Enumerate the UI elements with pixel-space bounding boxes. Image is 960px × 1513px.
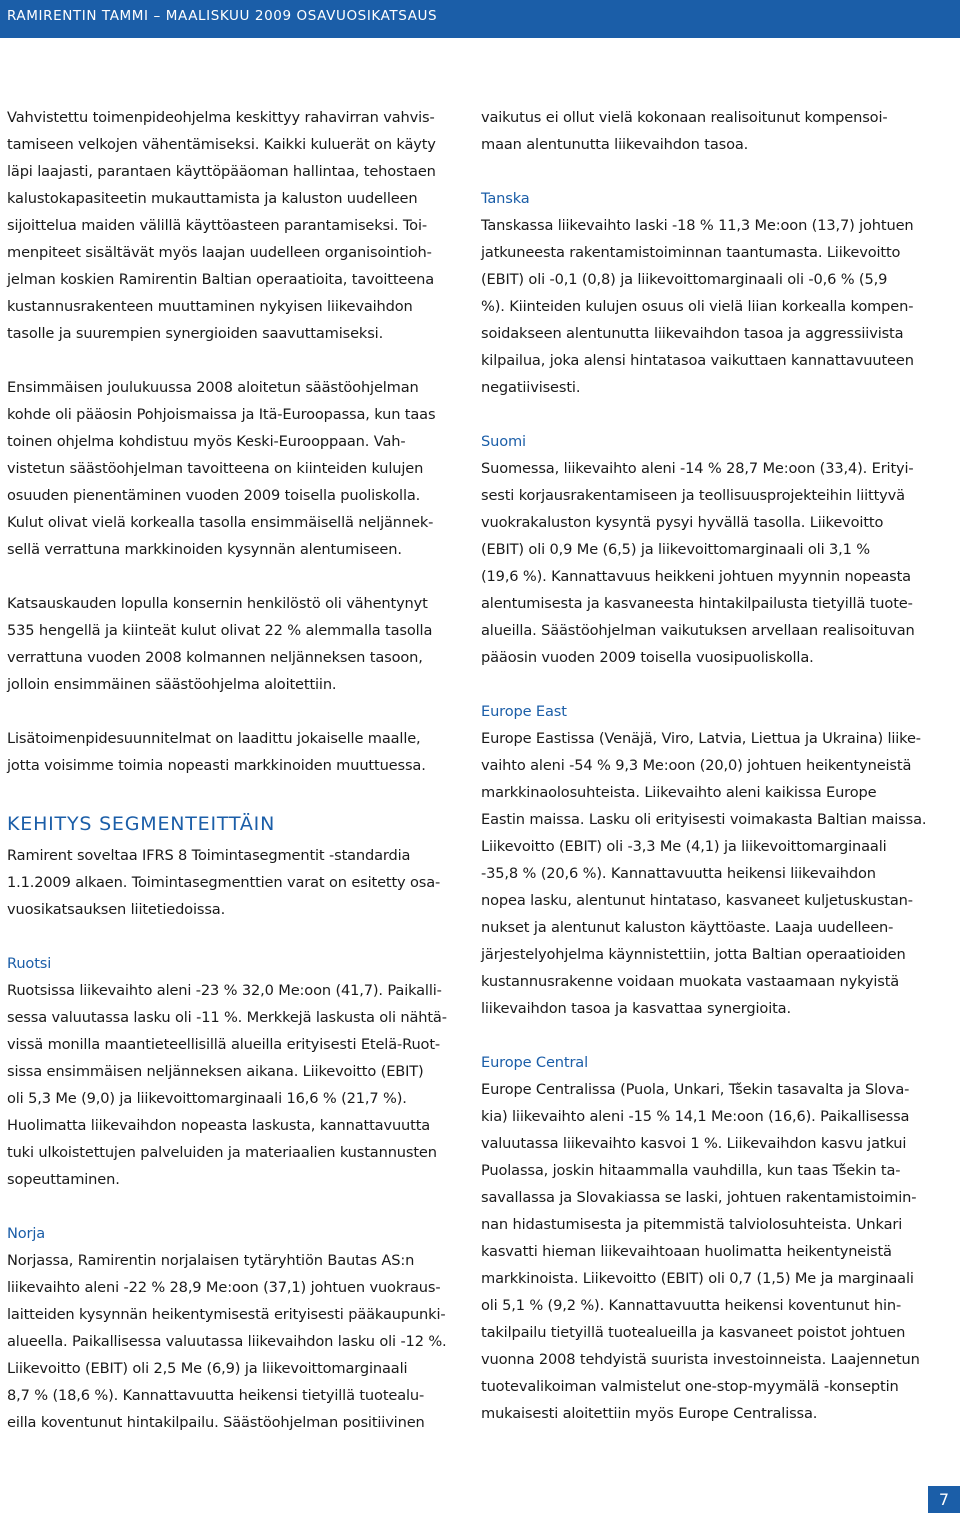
paragraph-tanska: Tanskassa liikevaihto laski -18 % 11,3 Me:oon (13,7) johtuen jatkuneesta rakentamistoiminnan taantumasta. Liikevoitto (EBIT) oli -0,1 (0,8) ja liikevoittomarginaali oli -0,6 % (5,9 %). Kiinteiden kulujen osuus oli vielä liian korkealla kompen- soidakseen alentunutta liikevaihdon tasoa ja aggressiivista kilpailua, joka alensi hintatasoa vaikuttaen kannattavuuteen negatiivisesti. [481,217,914,396]
paragraph-action-program: Vahvistettu toimenpideohjelma keskittyy rahavirran vahvis- tamiseen velkojen vähentämiseksi. Kaikki kuluerät on käyty läpi laajasti, parantaen käyttöpääoman hallintaa, tehostaen kalustokapasiteetin mukauttamista ja kaluston uudelleen sijoittelua maiden välillä käyttöasteen parantamiseksi. Toi- menpiteet sisältävät myös laajan uudelleen organisointioh- jelman koskien Ramirentin Baltian operaatioita, tavoitteena kustannusrakenteen muuttaminen nykyisen liikevaihdon tasolle ja suurempien synergioiden saavuttamiseksi. [7,109,436,342]
report-title: RAMIRENTIN TAMMI – MAALISKUU 2009 OSAVUOSIKATSAUS [7,8,438,24]
paragraph-europe-central: Europe Centralissa (Puola, Unkari, Tšekin tasavalta ja Slova- kia) liikevaihto aleni -15 % 14,1 Me:oon (16,6). Paikallisessa valuutassa liikevaihto kasvoi 1 %. Liikevaihdon kasvu jatkui Puolassa, joskin hitaammalla vauhdilla, kun taas Tšekin ta- savallassa ja Slovakiassa se laski, johtuen rakentamistoimin- nan hidastumisesta ja pitemmistä talviolosuhteista. Unkari kasvatti hieman liikevaihtoaan huolimatta heikentyneistä markkinoista. Liikevoitto (EBIT) oli 0,7 (1,5) Me ja marginaali oli 5,1 % (9,2 %). Kannattavuutta heikensi koventunut hin- takilpailu tietyillä tuotealueilla ja kasvaneet poistot johtuen vuonna 2008 tehdyistä suurista investoinneista. Laajennetun tuotevalikoiman valmistelut one-stop-myymälä -konseptin mukaisesti aloitettiin myös Europe Centralissa. [481,1081,920,1422]
subheading-ruotsi: Ruotsi [7,955,52,972]
subheading-europe-east: Europe East [481,703,567,720]
paragraph-additional-plans: Lisätoimenpidesuunnitelmat on laadittu jokaiselle maalle, jotta voisimme toimia nopeasti markkinoiden muuttuessa. [7,730,426,774]
paragraph-norja-continued: vaikutus ei ollut vielä kokonaan realisoitunut kompensoi- maan alentunutta liikevaihdon tasoa. [481,109,888,153]
paragraph-ruotsi: Ruotsissa liikevaihto aleni -23 % 32,0 Me:oon (41,7). Paikalli- sessa valuutassa lasku oli -11 %. Merkkejä laskusta oli nähtä- vissä monilla maantieteellisillä alueilla erityisesti Etelä-Ruot- sissa ensimmäisen neljänneksen aikana. Liikevoitto (EBIT) oli 5,3 Me (9,0) ja liikevoittomarginaali 16,6 % (21,7 %). Huolimatta liikevaihdon nopeasta laskusta, kannattavuutta tuki ulkoistettujen palveluiden ja materiaalien kustannusten sopeuttaminen. [7,982,447,1188]
paragraph-norja: Norjassa, Ramirentin norjalaisen tytäryhtiön Bautas AS:n liikevaihto aleni -22 % 28,9 Me:oon (37,1) johtuen vuokraus- laitteiden kysynnän heikentymisestä erityisesti pääkaupunki- alueella. Paikallisessa valuutassa liikevaihdon lasku oli -12 %. Liikevoitto (EBIT) oli 2,5 Me (6,9) ja liikevoittomarginaali 8,7 % (18,6 %). Kannattavuutta heikensi tietyillä tuotealu- eilla koventunut hintakilpailu. Säästöohjelman positiivinen [7,1252,447,1431]
left-column [7,104,457,1436]
paragraph-europe-east: Europe Eastissa (Venäjä, Viro, Latvia, Liettua ja Ukraina) liike- vaihto aleni -54 % 9,3 Me:oon (20,0) johtuen heikentyneistä markkinaolosuhteista. Liikevaihto aleni kaikissa Europe Eastin maissa. Lasku oli erityisesti voimakasta Baltian maissa. Liikevoitto (EBIT) oli -3,3 Me (4,1) ja liikevoittomarginaali -35,8 % (20,6 %). Kannattavuutta heikensi liikevaihdon nopea lasku, alentunut hintataso, kasvaneet kuljetuskustan- nukset ja alentunut kaluston käyttöaste. Laaja uudelleen- järjestelyohjelma käynnistettiin, jotta Baltian operaatioiden kustannusrakenne voidaan muokata vastaamaan nykyistä liikevaihdon tasoa ja kasvattaa synergioita. [481,730,927,1017]
page-number-badge: 7 [928,1486,960,1513]
subheading-norja: Norja [7,1225,46,1242]
paragraph-suomi: Suomessa, liikevaihto aleni -14 % 28,7 Me:oon (33,4). Erityi- sesti korjausrakentamiseen ja teollisuusprojekteihin liittyvä vuokrakaluston kysyntä pysyi hyvällä tasolla. Liikevoitto (EBIT) oli 0,9 Me (6,5) ja liikevoittomarginaali oli 3,1 % (19,6 %). Kannattavuus heikkeni johtuen myynnin nopeasta alentumisesta ja kasvaneesta hintakilpailusta tietyillä tuote- alueilla. Säästöohjelman vaikutuksen arvellaan realisoituvan pääosin vuoden 2009 toisella vuosipuoliskolla. [481,460,915,666]
right-column [481,104,941,1427]
paragraph-segments-intro: Ramirent soveltaa IFRS 8 Toimintasegmentit -standardia 1.1.2009 alkaen. Toimintasegmenttien varat on esitetty osa- vuosikatsauksen liitetiedoissa. [7,847,441,918]
paragraph-savings-program: Ensimmäisen joulukuussa 2008 aloitetun säästöohjelman kohde oli pääosin Pohjoismaissa ja Itä-Euroopassa, kun taas toinen ohjelma kohdistuu myös Keski-Eurooppaan. Vah- vistetun säästöohjelman tavoitteena on kiinteiden kulujen osuuden pienentäminen vuoden 2009 toisella puoliskolla. Kulut olivat vielä korkealla tasolla ensimmäisellä neljännek- sellä verrattuna markkinoiden kysynnän alentumiseen. [7,379,436,558]
paragraph-personnel: Katsauskauden lopulla konsernin henkilöstö oli vähentynyt 535 hengellä ja kiinteät kulut olivat 22 % alemmalla tasolla verrattuna vuoden 2008 kolmannen neljänneksen tasoon, jolloin ensimmäinen säästöohjelma aloitettiin. [7,595,433,693]
subheading-europe-central: Europe Central [481,1054,588,1071]
subheading-tanska: Tanska [481,190,530,207]
report-header-bar [0,0,960,38]
section-heading-segments: KEHITYS SEGMENTEITTÄIN [7,813,276,835]
subheading-suomi: Suomi [481,433,526,450]
